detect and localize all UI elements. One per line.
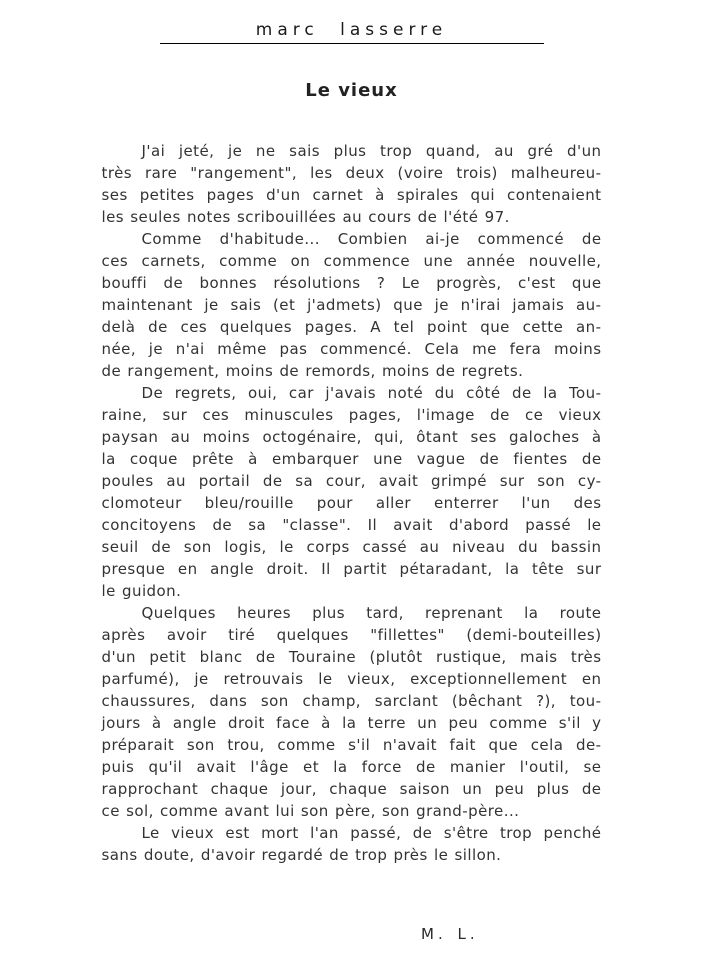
text-line: jours à angle droit face à la terre un peu comme s'il y — [101, 714, 602, 732]
text-line: préparait son trou, comme s'il n'avait fait que cela de- — [101, 736, 602, 754]
text-line: après avoir tiré quelques "fillettes" (demi-bouteilles) — [101, 626, 602, 644]
paragraph — [102, 228, 602, 382]
header-rule — [160, 43, 544, 44]
paragraph — [102, 822, 602, 866]
text-line: poules au portail de sa cour, avait grimpé sur son cy- — [101, 472, 602, 490]
text-line: Le vieux est mort l'an passé, de s'être trop penché — [141, 824, 602, 842]
text-line: sans doute, d'avoir regardé de trop près le sillon. — [101, 846, 502, 864]
signature-initials: M. L. — [421, 925, 479, 943]
text-line: de rangement, moins de remords, moins de regrets. — [101, 362, 524, 380]
text-line: seuil de son logis, le corps cassé au niveau du bassin — [101, 538, 602, 556]
text-line: rapprochant chaque jour, chaque saison un peu plus de — [101, 780, 602, 798]
author-name: marc lasserre — [255, 20, 448, 40]
text-line: chaussures, dans son champ, sarclant (bêchant ?), tou- — [101, 692, 602, 710]
text-line: ce sol, comme avant lui son père, son grand-père... — [101, 802, 520, 820]
body-text — [102, 140, 602, 866]
paragraph — [102, 382, 602, 602]
page-title: Le vieux — [305, 80, 398, 101]
text-line: bouffi de bonnes résolutions ? Le progrès, c'est que — [101, 274, 602, 292]
text-line: née, je n'ai même pas commencé. Cela me fera moins — [101, 340, 602, 358]
text-line: ces carnets, comme on commence une année nouvelle, — [101, 252, 602, 270]
text-line: delà de ces quelques pages. A tel point que cette an- — [101, 318, 602, 336]
text-line: raine, sur ces minuscules pages, l'image de ce vieux — [101, 406, 602, 424]
text-line: d'un petit blanc de Touraine (plutôt rustique, mais très — [101, 648, 602, 666]
paragraph — [102, 140, 602, 228]
text-line: concitoyens de sa "classe". Il avait d'abord passé le — [101, 516, 602, 534]
text-line: Quelques heures plus tard, reprenant la route — [141, 604, 602, 622]
text-line: les seules notes scribouillées au cours de l'été 97. — [101, 208, 510, 226]
text-line: le guidon. — [101, 582, 182, 600]
text-line: ses petites pages d'un carnet à spirales qui contenaient — [101, 186, 602, 204]
text-line: Comme d'habitude... Combien ai-je commencé de — [141, 230, 602, 248]
text-line: J'ai jeté, je ne sais plus trop quand, au gré d'un — [141, 142, 602, 160]
text-line: parfumé), je retrouvais le vieux, exceptionnellement en — [101, 670, 602, 688]
text-line: paysan au moins octogénaire, qui, ôtant ses galoches à — [101, 428, 602, 446]
text-line: presque en angle droit. Il partit pétaradant, la tête sur — [101, 560, 602, 578]
text-line: De regrets, oui, car j'avais noté du côté de la Tou- — [141, 384, 602, 402]
text-line: clomoteur bleu/rouille pour aller enterrer l'un des — [101, 494, 602, 512]
text-line: très rare "rangement", les deux (voire trois) malheureu- — [101, 164, 602, 182]
text-line: la coque prête à embarquer une vague de fientes de — [101, 450, 602, 468]
text-line: maintenant je sais (et j'admets) que je n'irai jamais au- — [101, 296, 602, 314]
text-line: puis qu'il avait l'âge et la force de manier l'outil, se — [101, 758, 602, 776]
paragraph — [102, 602, 602, 822]
